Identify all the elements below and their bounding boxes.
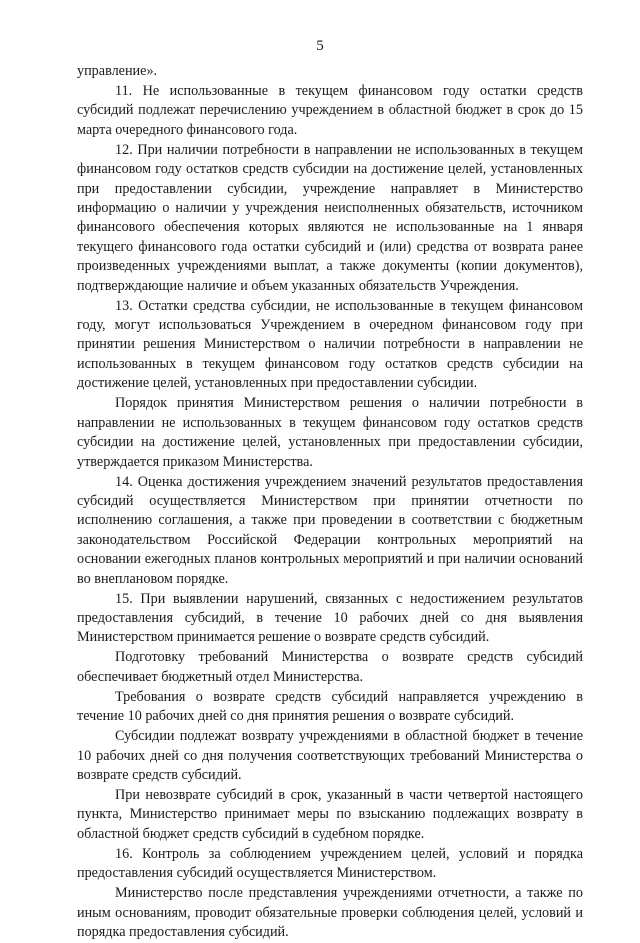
paragraph-item-13: 13. Остатки средства субсидии, не использованные в текущем финансовом году, могут использоваться Учреждением в очередном финансовом году при принятии решения Министерством о наличии потребности в направлении не использованных в текущем финансовом году остатков средств субсидии на достижение целей, установленных при предоставлении субсидии.	[77, 297, 583, 392]
paragraph-item-16: 16. Контроль за соблюдением учреждением целей, условий и порядка предоставления субсидий осуществляется Министерством.	[77, 845, 583, 882]
paragraph-item-13-order: Порядок принятия Министерством решения о наличии потребности в направлении не использованных в текущем финансовом году остатков средств субсидии на достижение целей, установленных при предоставлении субсидии, утверждается приказом Министерства.	[77, 395, 583, 470]
paragraph-item-15-non-refund: При невозврате субсидий в срок, указанный в части четвертой настоящего пункта, Министерство принимает меры по взысканию подлежащих возврату в областной бюджет средств субсидий в судебном порядке.	[77, 786, 583, 842]
document-body	[77, 62, 583, 943]
paragraph-item-16-inspections: Министерство после представления учреждениями отчетности, а также по иным основаниям, проводит обязательные проверки соблюдения целей, условий и порядка предоставления субсидий.	[77, 885, 583, 940]
paragraph-continuation: управление».	[77, 63, 158, 79]
paragraph-item-15-refund: Субсидии подлежат возврату учреждениями в областной бюджет в течение 10 рабочих дней со дня получения соответствующих требований Министерства о возврате средств субсидий.	[77, 728, 583, 783]
paragraph-item-15-preparation: Подготовку требований Министерства о возврате средств субсидий обеспечивает бюджетный отдел Министерства.	[77, 649, 583, 685]
paragraph-item-15: 15. При выявлении нарушений, связанных с недостижением результатов предоставления субсидий, в течение 10 рабочих дней со дня выявления Министерством принимается решение о возврате средств субсидий.	[77, 590, 583, 646]
paragraph-item-14: 14. Оценка достижения учреждением значений результатов предоставления субсидий осуществляется Министерством при принятии отчетности по исполнению соглашения, а также при проведении в соответствии с бюджетным законодательством Российской Федерации контрольных мероприятий на основании ежегодных планов контрольных мероприятий и при наличии оснований во внеплановом порядке.	[77, 473, 583, 587]
paragraph-item-11: 11. Не использованные в текущем финансовом году остатки средств субсидий подлежат перечислению учреждением в областной бюджет в срок до 15 марта очередного финансового года.	[77, 83, 583, 138]
paragraph-item-12: 12. При наличии потребности в направлении не использованных в текущем финансовом году остатков средств субсидии на достижение целей, установленных при предоставлении субсидии, учреждение направляет в Министерство информацию о наличии у учреждения неисполненных обязательств, источником финансового обеспечения которых являются не использованные на 1 января текущего финансового года остатки субсидий и (или) средства от возврата ранее произведенных учреждениями выплат, а также документы (копии документов), подтверждающие наличие и объем указанных обязательств Учреждения.	[77, 141, 583, 294]
page-number: 5	[316, 38, 324, 54]
paragraph-item-15-requirements: Требования о возврате средств субсидий направляется учреждению в течение 10 рабочих дней со дня принятия решения о возврате субсидий.	[77, 688, 583, 725]
